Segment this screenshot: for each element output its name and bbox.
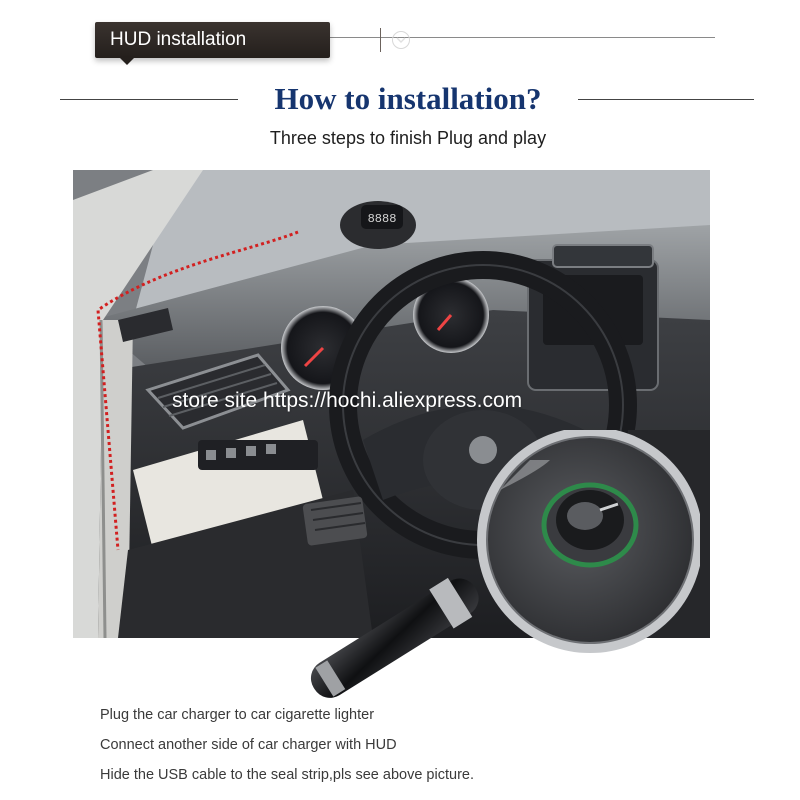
section-tab xyxy=(95,22,330,58)
step-3: Hide the USB cable to the seal strip,pls see above picture. xyxy=(100,767,474,783)
store-watermark: store site https://hochi.aliexpress.com xyxy=(172,389,523,412)
header-rule xyxy=(330,37,715,38)
hud-display-readout: 8888 xyxy=(367,212,397,226)
tab-notch xyxy=(118,56,136,65)
heading-rule-right xyxy=(578,99,754,100)
chevron-down-icon[interactable] xyxy=(392,31,410,49)
step-1: Plug the car charger to car cigarette lighter xyxy=(100,707,375,723)
heading-rule-left xyxy=(60,99,238,100)
page-subtitle: Three steps to finish Plug and play xyxy=(269,128,547,148)
section-tab-title: HUD installation xyxy=(110,29,247,50)
step-2: Connect another side of car charger with HUD xyxy=(100,737,397,753)
tab-divider xyxy=(380,28,381,52)
page-title: How to installation? xyxy=(274,81,542,116)
install-steps xyxy=(100,705,474,795)
